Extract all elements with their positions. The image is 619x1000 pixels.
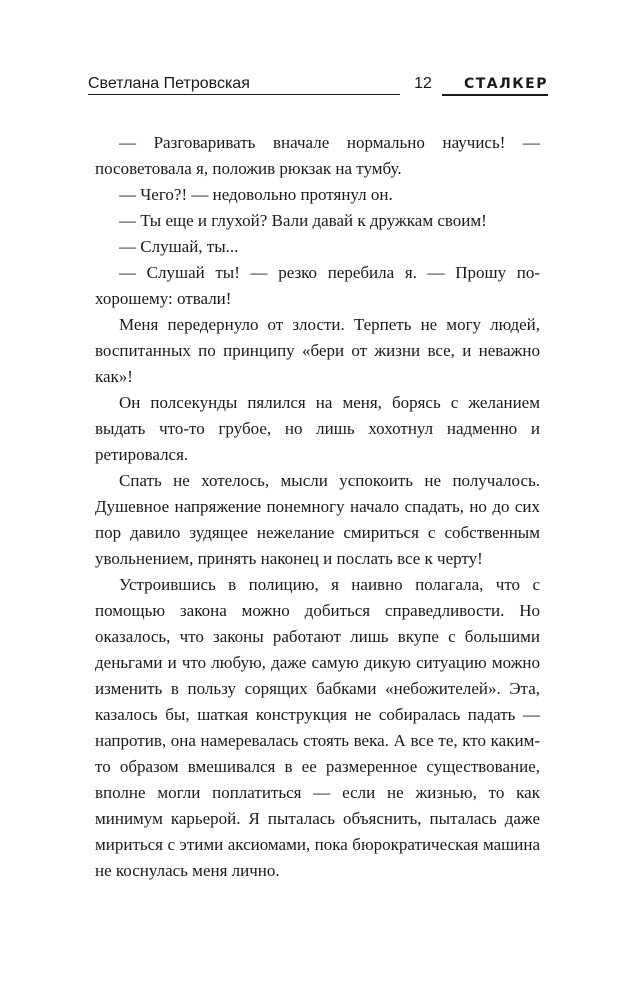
paragraph: Спать не хотелось, мысли успокоить не получалось. Душевное напряжение понемногу начало спадать, но до сих пор давило зудящее нежелание смириться с собственным увольнением, принять наконец и послать все к черту! bbox=[95, 471, 540, 568]
paragraph: — Ты еще и глухой? Вали давай к дружкам своим! bbox=[119, 211, 487, 230]
running-header bbox=[88, 73, 548, 101]
header-rule-left bbox=[88, 94, 400, 95]
series-title: СТАЛКЕР bbox=[463, 76, 548, 92]
paragraph: Устроившись в полицию, я наивно полагала, что с помощью закона можно добиться справедливости. Но оказалось, что законы работают лишь вкупе с большими деньгами и что любую, даже самую дикую ситуацию можно изменить в пользу сорящих бабками «небожителей». Эта, казалось бы, шаткая конструкция не собиралась падать — напротив, она намеревалась стоять века. А все те, кто каким-то образом вмешивался в ее размеренное существование, вполне могли поплатиться — если не жизнью, то как минимум карьерой. Я пыталась объяснить, пыталась даже мириться с этими аксиомами, пока бюрократическая машина не коснулась меня лично. bbox=[95, 575, 540, 880]
paragraph: — Слушай, ты... bbox=[119, 237, 239, 256]
paragraph: Меня передернуло от злости. Терпеть не могу людей, воспитанных по принципу «бери от жизни все, и неважно как»! bbox=[95, 315, 540, 386]
page-number: 12 bbox=[414, 75, 432, 92]
paragraph: — Разговаривать вначале нормально научись! — посоветовала я, положив рюкзак на тумбу. bbox=[95, 133, 540, 178]
author-name: Светлана Петровская bbox=[88, 75, 250, 92]
paragraph: — Слушай ты! — резко перебила я. — Прошу по-хорошему: отвали! bbox=[95, 263, 540, 308]
paragraph: — Чего?! — недовольно протянул он. bbox=[119, 185, 393, 204]
paragraph: Он полсекунды пялился на меня, борясь с желанием выдать что-то грубое, но лишь хохотнул надменно и ретировался. bbox=[95, 393, 540, 464]
body-text bbox=[95, 130, 540, 884]
